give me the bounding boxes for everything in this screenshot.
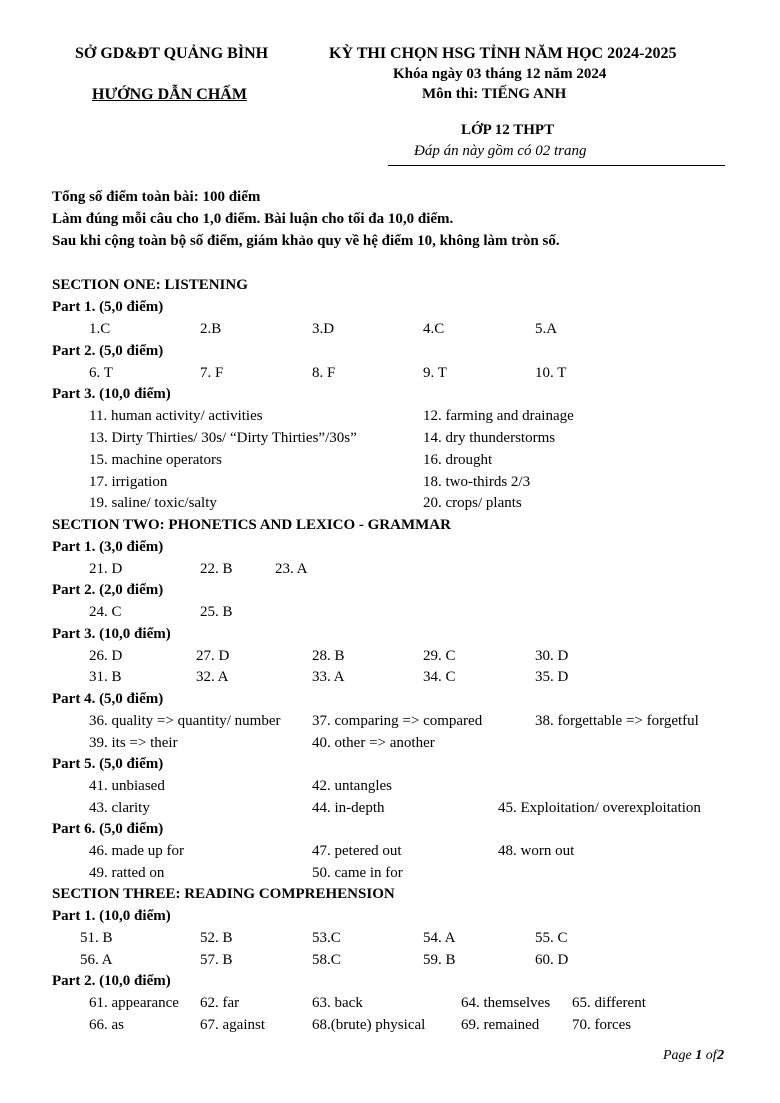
answer: 38. forgettable => forgetful [535, 713, 699, 729]
answer-row [0, 669, 780, 689]
answer: 17. irrigation [89, 474, 168, 490]
answer: 9. T [423, 365, 447, 381]
answer: 49. ratted on [89, 865, 165, 881]
s1-part3-heading: Part 3. (10,0 điểm) [52, 386, 171, 402]
answer-row [0, 321, 780, 341]
answer: 16. drought [423, 452, 493, 468]
answer-row [0, 430, 780, 450]
answer: 62. far [200, 995, 240, 1011]
header-divider [388, 165, 725, 166]
section-one-title: SECTION ONE: LISTENING [52, 277, 248, 293]
page-number: 1 [695, 1048, 703, 1063]
exam-date: Khóa ngày 03 tháng 12 năm 2024 [393, 66, 607, 82]
answer-row [0, 365, 780, 385]
section-two-title: SECTION TWO: PHONETICS AND LEXICO - GRAMMAR [52, 517, 451, 533]
intro-line-1: Tổng số điểm toàn bài: 100 điểm [52, 189, 261, 205]
answer: 18. two-thirds 2/3 [423, 474, 531, 490]
answer: 28. B [312, 648, 345, 664]
of-word: of [705, 1048, 717, 1063]
answer: 31. B [89, 669, 122, 685]
answer-row [0, 735, 780, 755]
answer: 29. C [423, 648, 456, 664]
answer: 47. petered out [312, 843, 402, 859]
answer: 14. dry thunderstorms [423, 430, 556, 446]
exam-title: KỲ THI CHỌN HSG TỈNH NĂM HỌC 2024-2025 [329, 45, 677, 62]
grade-label: LỚP 12 THPT [461, 122, 555, 138]
answer: 22. B [200, 561, 233, 577]
answer: 34. C [423, 669, 456, 685]
answer: 52. B [200, 930, 233, 946]
answer: 13. Dirty Thirties/ 30s/ “Dirty Thirties”/30s” [89, 430, 357, 446]
answer-row [0, 495, 780, 515]
intro-line-3: Sau khi cộng toàn bộ số điểm, giám khảo quy về hệ điểm 10, không làm tròn số. [52, 233, 560, 249]
answer-row [0, 561, 780, 581]
answer: 66. as [89, 1017, 124, 1033]
answer: 40. other => another [312, 735, 435, 751]
answer: 53.C [312, 930, 341, 946]
answer: 37. comparing => compared [312, 713, 483, 729]
answer: 51. B [80, 930, 113, 946]
answer: 3.D [312, 321, 335, 337]
s2-part2-heading: Part 2. (2,0 điểm) [52, 582, 164, 598]
answer-row [0, 648, 780, 668]
answer-row [0, 952, 780, 972]
department-name: SỞ GD&ĐT QUẢNG BÌNH [75, 45, 269, 62]
answer: 60. D [535, 952, 569, 968]
answer: 69. remained [461, 1017, 540, 1033]
answer: 24. C [89, 604, 122, 620]
answer-row [0, 930, 780, 950]
answer: 56. A [80, 952, 113, 968]
answer: 59. B [423, 952, 456, 968]
s2-part3-heading: Part 3. (10,0 điểm) [52, 626, 171, 642]
s2-part1-heading: Part 1. (3,0 điểm) [52, 539, 164, 555]
answer: 64. themselves [461, 995, 551, 1011]
answer: 42. untangles [312, 778, 392, 794]
answer: 58.C [312, 952, 341, 968]
answer: 10. T [535, 365, 567, 381]
answer: 12. farming and drainage [423, 408, 574, 424]
page-footer [663, 1048, 724, 1064]
s2-part6-heading: Part 6. (5,0 điểm) [52, 821, 164, 837]
s3-part1-heading: Part 1. (10,0 điểm) [52, 908, 171, 924]
answer-row [0, 1017, 780, 1037]
s3-part2-heading: Part 2. (10,0 điểm) [52, 973, 171, 989]
answer-row [0, 843, 780, 863]
answer: 57. B [200, 952, 233, 968]
guide-title: HƯỚNG DẪN CHẤM [92, 86, 247, 103]
answer-row [0, 800, 780, 820]
answer: 11. human activity/ activities [89, 408, 263, 424]
answer: 33. A [312, 669, 345, 685]
answer: 68.(brute) physical [312, 1017, 426, 1033]
answer: 23. A [275, 561, 308, 577]
answer: 46. made up for [89, 843, 184, 859]
answer-row [0, 452, 780, 472]
answer-row [0, 474, 780, 494]
answer: 5.A [535, 321, 558, 337]
answer: 32. A [196, 669, 229, 685]
s1-part2-heading: Part 2. (5,0 điểm) [52, 343, 164, 359]
answer-row [0, 604, 780, 624]
exam-subject: Môn thi: TIẾNG ANH [422, 86, 567, 102]
answer: 7. F [200, 365, 224, 381]
answer: 26. D [89, 648, 123, 664]
answer: 45. Exploitation/ overexploitation [498, 800, 701, 816]
answer: 70. forces [572, 1017, 632, 1033]
answer: 30. D [535, 648, 569, 664]
answer: 50. came in for [312, 865, 403, 881]
s2-part4-heading: Part 4. (5,0 điểm) [52, 691, 164, 707]
answer: 19. saline/ toxic/salty [89, 495, 217, 511]
answer: 15. machine operators [89, 452, 222, 468]
answer: 4.C [423, 321, 445, 337]
answer-row [0, 713, 780, 733]
answer: 21. D [89, 561, 123, 577]
answer: 39. its => their [89, 735, 178, 751]
answer: 36. quality => quantity/ number [89, 713, 281, 729]
answer: 2.B [200, 321, 222, 337]
answer: 54. A [423, 930, 456, 946]
answer: 20. crops/ plants [423, 495, 522, 511]
answer: 63. back [312, 995, 363, 1011]
answer: 8. F [312, 365, 336, 381]
answer: 25. B [200, 604, 233, 620]
answer: 43. clarity [89, 800, 150, 816]
answer: 1.C [89, 321, 111, 337]
section-three-title: SECTION THREE: READING COMPREHENSION [52, 886, 395, 902]
answer: 55. C [535, 930, 568, 946]
page-word: Page [663, 1048, 692, 1063]
answer: 27. D [196, 648, 230, 664]
s1-part1-heading: Part 1. (5,0 điểm) [52, 299, 164, 315]
answer-row [0, 778, 780, 798]
page-total: 2 [717, 1048, 725, 1063]
intro-line-2: Làm đúng mỗi câu cho 1,0 điểm. Bài luận cho tối đa 10,0 điểm. [52, 211, 454, 227]
answer: 35. D [535, 669, 569, 685]
s2-part5-heading: Part 5. (5,0 điểm) [52, 756, 164, 772]
answer: 6. T [89, 365, 113, 381]
answer-row [0, 408, 780, 428]
answer: 48. worn out [498, 843, 575, 859]
pages-note: Đáp án này gồm có 02 trang [414, 143, 587, 159]
answer: 65. different [572, 995, 646, 1011]
answer: 41. unbiased [89, 778, 165, 794]
answer: 44. in-depth [312, 800, 385, 816]
answer: 67. against [200, 1017, 265, 1033]
answer-row [0, 865, 780, 885]
answer: 61. appearance [89, 995, 179, 1011]
answer-row [0, 995, 780, 1015]
